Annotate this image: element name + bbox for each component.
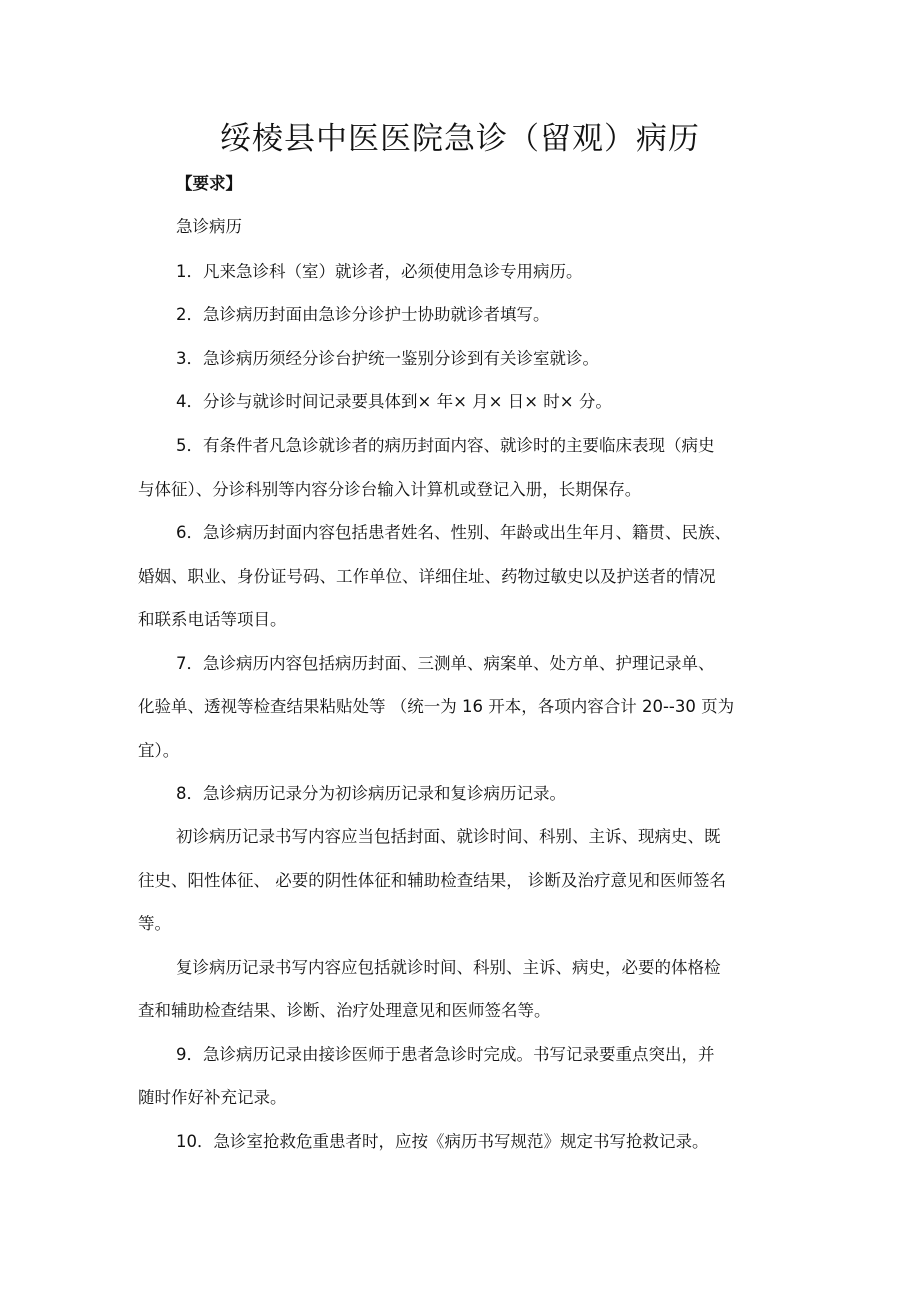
item-4: 4．分诊与就诊时间记录要具体到× 年× 月× 日× 时× 分。	[176, 392, 612, 411]
subheading: 急诊病历	[176, 217, 242, 236]
initial-visit-line-3: 等。	[138, 914, 171, 933]
follow-up-line-2: 查和辅助检查结果、诊断、治疗处理意见和医师签名等。	[138, 1001, 551, 1020]
item-5-line-2: 与体征）、分诊科别等内容分诊台输入计算机或登记入册，长期保存。	[138, 480, 642, 499]
document-title: 绥棱县中医医院急诊（留观）病历	[220, 121, 700, 157]
item-2: 2．急诊病历封面由急诊分诊护士协助就诊者填写。	[176, 305, 550, 324]
follow-up-line-1: 复诊病历记录书写内容应包括就诊时间、科别、主诉、病史，必要的体格检	[176, 958, 721, 977]
item-7-line-1: 7．急诊病历内容包括病历封面、三测单、病案单、处方单、护理记录单、	[176, 654, 715, 673]
item-3: 3．急诊病历须经分诊台护统一鉴别分诊到有关诊室就诊。	[176, 349, 599, 368]
item-8: 8．急诊病历记录分为初诊病历记录和复诊病历记录。	[176, 784, 566, 803]
initial-visit-line-2: 往史、阳性体征、 必要的阴性体征和辅助检查结果， 诊断及治疗意见和医师签名	[138, 871, 726, 890]
item-5-line-1: 5．有条件者凡急诊就诊者的病历封面内容、就诊时的主要临床表现（病史	[176, 436, 715, 455]
item-7-line-3: 宜）。	[138, 741, 180, 760]
item-6-line-2: 婚姻、职业、身份证号码、工作单位、详细住址、药物过敏史以及护送者的情况	[138, 567, 716, 586]
item-6-line-3: 和联系电话等项目。	[138, 610, 287, 629]
item-6-line-1: 6．急诊病历封面内容包括患者姓名、性别、年龄或出生年月、籍贯、民族、	[176, 523, 731, 542]
item-1: 1．凡来急诊科（室）就诊者，必须使用急诊专用病历。	[176, 262, 583, 281]
item-9-line-1: 9．急诊病历记录由接诊医师于患者急诊时完成。书写记录要重点突出，并	[176, 1045, 715, 1064]
item-9-line-2: 随时作好补充记录。	[138, 1088, 287, 1107]
item-10: 10．急诊室抢救危重患者时，应按《病历书写规范》规定书写抢救记录。	[176, 1132, 709, 1151]
section-header: 【要求】	[176, 174, 242, 193]
item-7-line-2: 化验单、透视等检查结果粘贴处等 （统一为 16 开本，各项内容合计 20--30 页为	[138, 697, 735, 716]
initial-visit-line-1: 初诊病历记录书写内容应当包括封面、就诊时间、科别、主诉、现病史、既	[176, 827, 721, 846]
